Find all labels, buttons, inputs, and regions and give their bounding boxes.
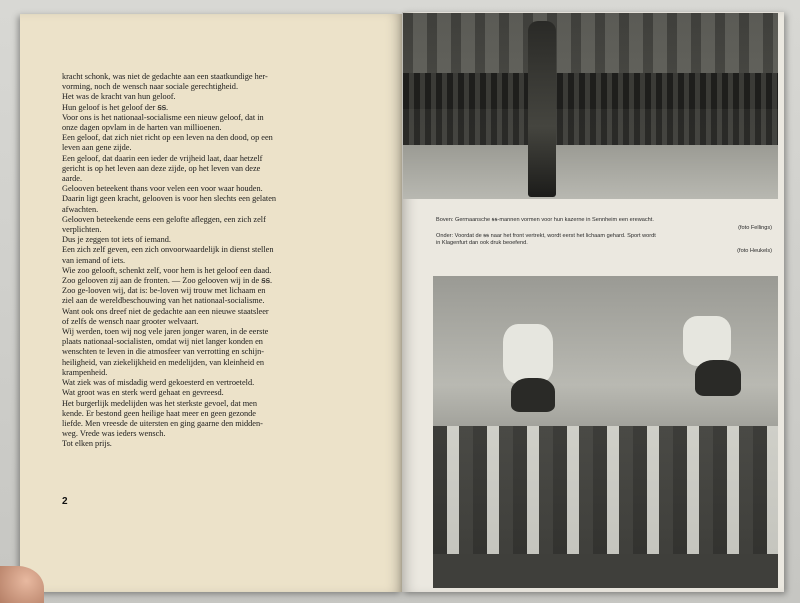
body-text (62, 72, 378, 450)
text-line: Wat groot was en sterk werd gehaat en gevreesd. (62, 388, 224, 398)
photo-jumper-right-shorts (695, 360, 741, 396)
text-line: Een geloof, dat zich niet richt op een leven na den dood, op een (62, 133, 273, 143)
text-line: wenschten te leven in die atmosfeer van verrotting en schijn- (62, 347, 265, 357)
text-line: of zelfs de wensch naar grooter welvaart. (62, 316, 199, 326)
text-line: krampenheid. (62, 367, 108, 377)
photo-sport-training (433, 276, 778, 588)
text-line: Want ook ons dreef niet de gedachte aan een nieuwe staatsleer (62, 306, 269, 316)
text-line: weg. Vrede was ieders wensch. (62, 429, 166, 439)
text-line: kende. Er bestond geen heilige haat meer en geen gezonde (62, 408, 256, 418)
text-line: liefde. Men vreesde de uitersten en ging gaarne den midden- (62, 418, 263, 428)
text-line: aarde. (62, 174, 83, 184)
caption-line: in Klagenfurt dan ook druk beoefend. (436, 240, 528, 247)
text-line: Wat ziek was of misdadig werd gekoesterd en vertroeteld. (62, 378, 255, 388)
text-line: afwachten. (62, 204, 99, 214)
text-line: Voor ons is het nationaal-socialisme een nieuw geloof, dat in (62, 112, 264, 122)
photo-jumper-left (503, 324, 553, 384)
text-line: leven aan gene zijde. (62, 143, 132, 153)
photo-soldier-row (403, 105, 778, 145)
photo-grass (433, 554, 778, 588)
text-line: van iemand of iets. (62, 255, 126, 265)
photo-caption (436, 217, 772, 256)
text-line: gericht is op het leven aan deze zijde, op het leven van deze (62, 163, 261, 173)
text-line: ziel aan de wereldbeschouwing van het nationaal-socialisme. (62, 296, 265, 306)
text-line: Een geloof, dat daarin een ieder de vrijheid laat, daar hetzelf (62, 153, 263, 163)
text-line: Hun geloof is het geloof der ꞩꞩ. (62, 102, 169, 112)
text-line: verplichten. (62, 225, 102, 235)
photo-ground (403, 145, 778, 199)
photo-soldier-row (403, 73, 778, 109)
text-line: heiligheid, van ziekelijkheid en medelijden, van kleinheid en (62, 357, 265, 367)
text-line: Het was de kracht van hun geloof. (62, 92, 176, 102)
text-line: Dus je zeggen tot iets of iemand. (62, 235, 171, 245)
text-line: Een zich zelf geven, een zich onvoorwaardelijk in dienst stellen (62, 245, 274, 255)
photo-credit: (foto Fellings) (738, 224, 772, 231)
text-line: Zoo ge-looven wij, dat is: be-loven wij trouw met lichaam en (62, 286, 266, 296)
photo-jumper-left-shorts (511, 378, 555, 412)
photo-credit: (foto Heukels) (737, 248, 772, 255)
photo-honor-guard (403, 13, 778, 199)
text-line: Gelooven beteekende eens een gelofte afleggen, een zich zelf (62, 214, 266, 224)
text-line: Daarin ligt geen kracht, gelooven is voor hen slechts een gelaten (62, 194, 277, 204)
caption-line: Onder: Voordat de ꞩꞩ naar het front vertrekt, wordt eerst het lichaam gehard. Sport wordt (436, 232, 656, 239)
text-line: kracht schonk, was niet de gedachte aan een staatkundige her- (62, 72, 268, 81)
text-line: Gelooven beteekent thans voor velen een voor waar houden. (62, 184, 263, 194)
photo-officer-figure (528, 21, 556, 197)
text-line: Het burgerlijk medelijden was het sterkste gevoel, dat men (62, 398, 257, 408)
page-number: 2 (62, 496, 68, 507)
photo-jumper-right (683, 316, 731, 366)
text-line: onze dagen opvlam in de harten van millioenen. (62, 123, 222, 133)
text-line: Zoo gelooven zij aan de fronten. — Zoo gelooven wij in de ꞩꞩ. (62, 276, 273, 286)
text-line: Wij werden, toen wij nog vele jaren jonger waren, in de eerste (62, 327, 269, 337)
photo-bending-men (433, 426, 778, 556)
text-line: plaats nationaal-socialisten, omdat wij niet langer konden en (62, 337, 263, 347)
text-line: Wie zoo gelooft, schenkt zelf, voor hem is het geloof een daad. (62, 265, 272, 275)
caption-line: Boven: Germaansche ꞩꞩ-mannen vormen voor hun kazerne in Sennheim een erewacht. (436, 217, 654, 223)
text-line: vorming, noch de wensch naar sociale gerechtigheid. (62, 82, 239, 92)
text-line: Tot elken prijs. (62, 439, 112, 449)
